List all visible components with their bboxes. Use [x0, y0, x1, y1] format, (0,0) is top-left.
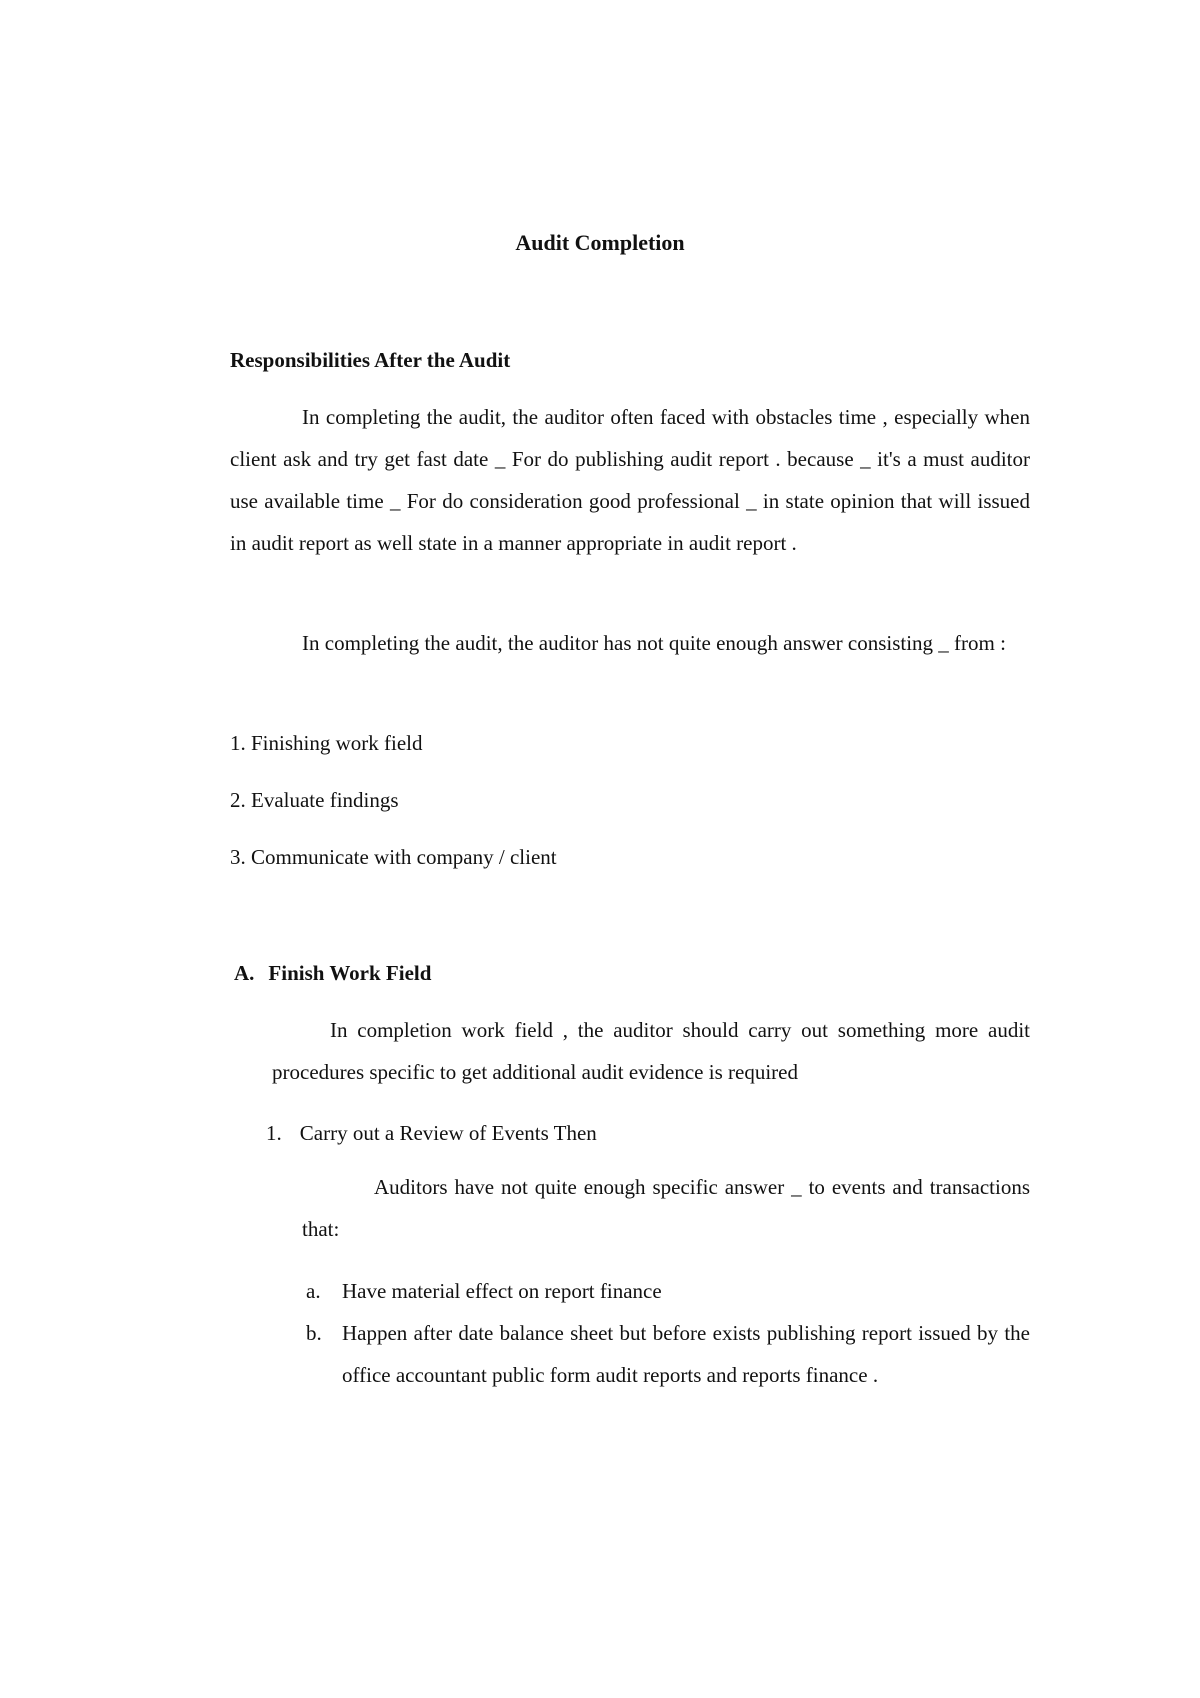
list-marker: a.	[306, 1279, 321, 1303]
list-item: 1. Finishing work field	[230, 731, 423, 755]
subsection-marker: 1.	[266, 1121, 282, 1145]
paragraph: In completion work field , the auditor should carry out something more audit procedures specific to get additional audit evidence is required	[272, 1018, 1030, 1084]
list-marker: b.	[306, 1321, 322, 1345]
list-item: 2. Evaluate findings	[230, 788, 399, 812]
paragraph: In completing the audit, the auditor often faced with obstacles time , especially when client ask and try get fast date _ For do publishing audit report . because _ it's a must auditor use available time _ For do consideration good professional _ in state opinion that will issued in audit report as well state in a manner appropriate in audit report .	[230, 405, 1030, 555]
list-item: 3. Communicate with company / client	[230, 845, 557, 869]
list-item	[306, 1312, 1030, 1396]
section-a-heading	[234, 961, 431, 986]
section-marker: A.	[234, 961, 255, 985]
paragraph: In completing the audit, the auditor has not quite enough answer consisting _ from :	[302, 631, 1006, 655]
list-item-text: Have material effect on report finance	[342, 1279, 662, 1303]
subsection-heading	[266, 1118, 597, 1148]
list-item	[306, 1270, 1030, 1312]
subsection-title: Carry out a Review of Events Then	[299, 1121, 597, 1145]
section-title: Finish Work Field	[268, 961, 432, 985]
list-item-text: Happen after date balance sheet but before exists publishing report issued by the office accountant public form audit reports and reports finance .	[342, 1321, 1030, 1387]
document-title: Audit Completion	[515, 230, 685, 255]
section-heading: Responsibilities After the Audit	[230, 348, 511, 372]
paragraph: Auditors have not quite enough specific answer _ to events and transactions that:	[302, 1175, 1030, 1241]
